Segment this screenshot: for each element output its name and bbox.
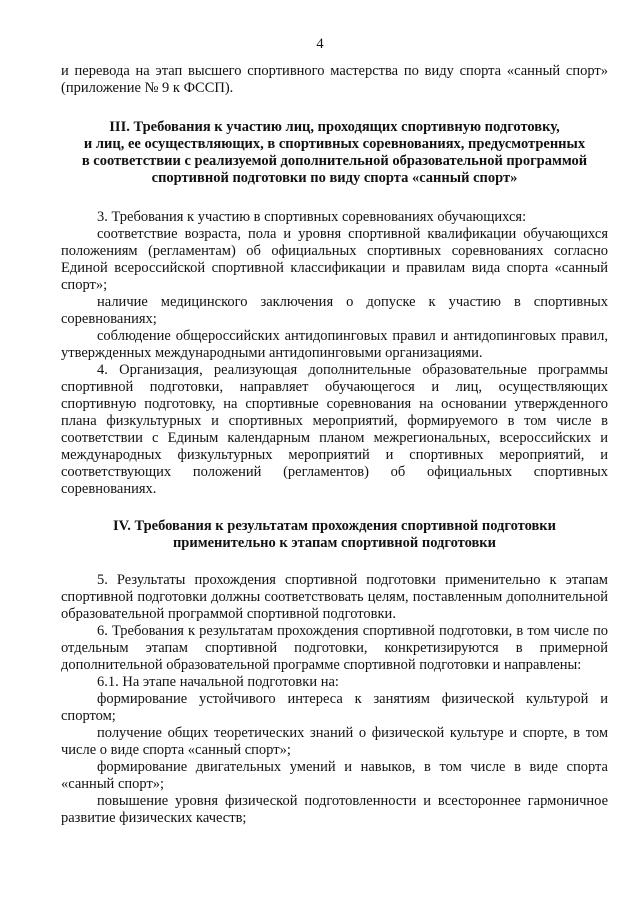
heading-line: применительно к этапам спортивной подготовки — [172, 535, 497, 551]
paragraph: соответствие возраста, пола и уровня спортивной квалификации обучающихся положениям (регламентам) об официальных спортивных соревнованиях согласно Единой всероссийской спортивной классификации и правилам вида спорта «санный спорт»; — [61, 226, 608, 293]
paragraph: 6.1. На этапе начальной подготовки на: — [97, 674, 339, 690]
section-3-heading — [61, 119, 608, 187]
paragraph: соблюдение общероссийских антидопинговых правил и антидопинговых правил, утвержденных международными антидопинговыми организациями. — [61, 328, 608, 361]
paragraph: 3. Требования к участию в спортивных соревнованиях обучающихся: — [97, 209, 527, 225]
heading-line: в соответствии с реализуемой дополнительной образовательной программой — [81, 153, 588, 169]
page-number: 4 — [316, 36, 324, 52]
paragraph: 4. Организация, реализующая дополнительные образовательные программы спортивной подготовки, направляет обучающегося и лиц, осуществляющих спортивную подготовку, на спортивные соревнования на основании утвержденного плана физкультурных и спортивных мероприятий, формируемого в том числе в соответствии с Единым календарным планом межрегиональных, всероссийских и международных физкультурных мероприятий и спортивных мероприятий, и соответствующих положений (регламентов) об официальных спортивных соревнованиях. — [61, 362, 608, 497]
paragraph: 6. Требования к результатам прохождения спортивной подготовки, в том числе по отдельным этапам спортивной подготовки, конкретизируются в примерной дополнительной образовательной программе спортивной подготовки и направлены: — [61, 623, 608, 673]
paragraph: формирование устойчивого интереса к занятиям физической культурой и спортом; — [61, 691, 608, 724]
heading-line: III. Требования к участию лиц, проходящих спортивную подготовку, — [109, 119, 560, 135]
paragraph: получение общих теоретических знаний о физической культуре и спорте, в том числе о виде спорта «санный спорт»; — [61, 725, 608, 758]
heading-line: и лиц, ее осуществляющих, в спортивных соревнованиях, предусмотренных — [83, 136, 586, 152]
paragraph: повышение уровня физической подготовленности и всестороннее гармоничное развитие физических качеств; — [61, 793, 608, 826]
paragraph: 5. Результаты прохождения спортивной подготовки применительно к этапам спортивной подготовки должны соответствовать целям, поставленным дополнительной образовательной программой спортивной подготовки. — [61, 572, 608, 622]
section-4-heading — [61, 518, 608, 552]
paragraph: наличие медицинского заключения о допуске к участию в спортивных соревнованиях; — [61, 294, 608, 327]
document-body — [61, 63, 608, 827]
intro-paragraph: и перевода на этап высшего спортивного мастерства по виду спорта «санный спорт» (приложение № 9 к ФССП). — [61, 63, 608, 96]
heading-line: IV. Требования к результатам прохождения спортивной подготовки — [112, 518, 556, 534]
heading-line: спортивной подготовки по виду спорта «санный спорт» — [151, 170, 518, 186]
paragraph: формирование двигательных умений и навыков, в том числе в виде спорта «санный спорт»; — [61, 759, 608, 792]
